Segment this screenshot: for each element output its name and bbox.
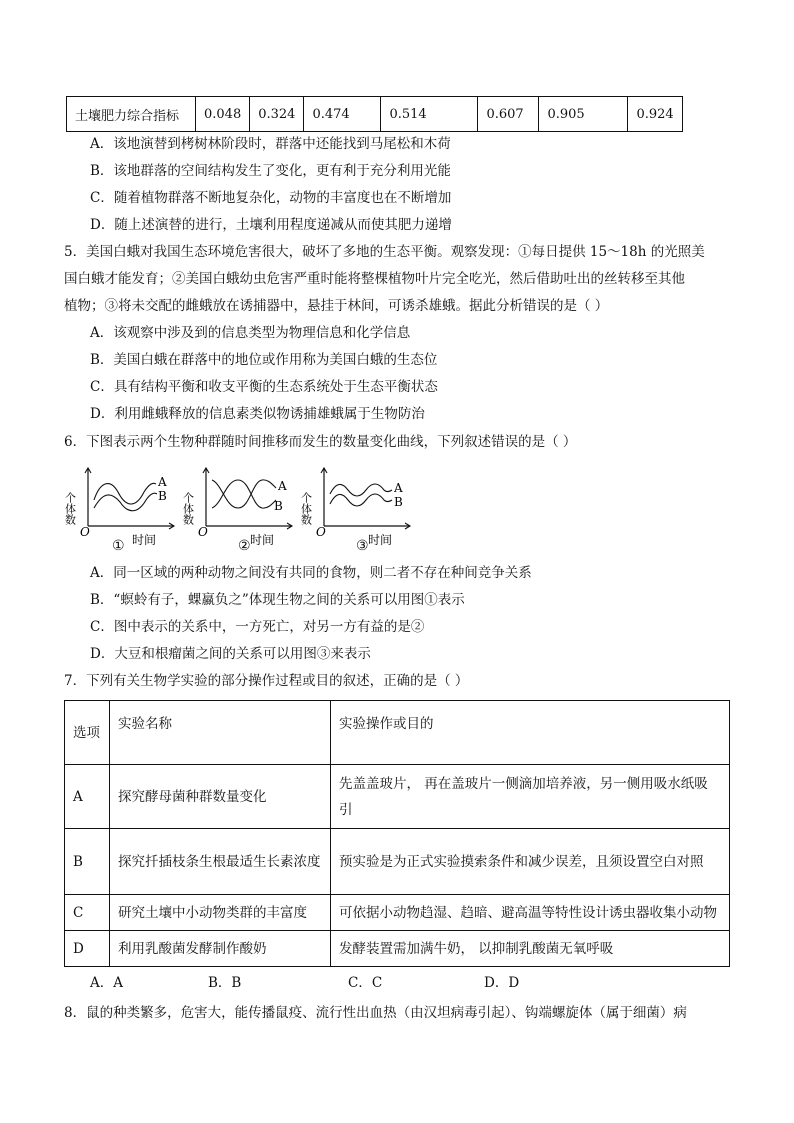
q7-choice-a: A．A — [90, 975, 123, 991]
table-cell: 0.474 — [304, 97, 381, 132]
figure-caption-3: ③ — [356, 538, 369, 554]
table-cell: 0.514 — [381, 97, 478, 132]
row-operation: 可依据小动物趋湿、趋暗、避高温等特性设计诱虫器收集小动物 — [331, 895, 730, 931]
figure-caption-2: ② — [238, 538, 251, 554]
graph-1 — [63, 464, 180, 558]
table-cell: 0.607 — [478, 97, 539, 132]
header-option: 选项 — [65, 701, 110, 765]
series-b-label: B — [274, 499, 283, 513]
origin-label: O — [198, 525, 208, 539]
table-cell: 0.905 — [539, 97, 628, 132]
x-axis-label: 时间 — [250, 533, 275, 547]
series-a-label: A — [278, 479, 287, 493]
y-axis-label: 个体数 — [299, 492, 313, 525]
q7-choice-c: C．C — [348, 975, 383, 991]
q4-option-c: C．随着植物群落不断地复杂化，动物的丰富度也在不断增加 — [90, 190, 452, 206]
q7-choice-b: B．B — [208, 975, 242, 991]
series-a-label: A — [158, 475, 167, 489]
y-axis-label: 个体数 — [63, 492, 77, 525]
q6-option-a: A．同一区域的两种动物之间没有共同的食物，则二者不存在种间竞争关系 — [90, 565, 532, 581]
table-cell: 0.324 — [250, 97, 304, 132]
row-option: B — [65, 829, 110, 895]
row-name: 探究酵母菌种群数量变化 — [110, 765, 331, 829]
x-axis-label: 时间 — [132, 533, 157, 547]
q4-option-a: A．该地演替到栲树林阶段时，群落中还能找到马尾松和木荷 — [90, 136, 451, 152]
y-axis-label: 个体数 — [181, 492, 195, 525]
soil-fertility-table — [66, 96, 683, 132]
row-operation: 发酵装置需加满牛奶， 以抑制乳酸菌无氧呼吸 — [331, 931, 730, 967]
q8-stem: 8．鼠的种类繁多，危害大，能传播鼠疫、流行性出血热（由汉坦病毒引起）、钩端螺旋体（属于细菌）病 — [64, 1005, 687, 1021]
series-b-label: B — [394, 495, 403, 509]
row-option: A — [65, 765, 110, 829]
table-header-row — [65, 701, 730, 765]
q6-option-b: B．“螟蛉有子，蜾蠃负之”体现生物之间的关系可以用图①表示 — [90, 592, 465, 608]
q5-stem-line-2: 国白蛾才能发育；②美国白蛾幼虫危害严重时能将整棵植物叶片完全吃光，然后借助吐出的丝转移至其他 — [64, 271, 685, 287]
q5-option-a: A．该观察中涉及到的信息类型为物理信息和化学信息 — [90, 325, 411, 341]
x-axis-label: 时间 — [368, 533, 393, 547]
series-b-label: B — [158, 489, 167, 503]
row-option: C — [65, 895, 110, 931]
row-operation: 预实验是为正式实验摸索条件和减少误差，且须设置空白对照 — [331, 829, 730, 895]
row-label: 土壤肥力综合指标 — [67, 97, 196, 132]
origin-label: O — [316, 525, 326, 539]
q7-choice-d: D．D — [484, 975, 520, 991]
row-name: 利用乳酸菌发酵制作酸奶 — [110, 931, 331, 967]
header-operation: 实验操作或目的 — [331, 701, 730, 765]
table-row — [65, 829, 730, 895]
row-name: 探究扦插枝条生根最适生长素浓度 — [110, 829, 331, 895]
row-name: 研究土壤中小动物类群的丰富度 — [110, 895, 331, 931]
q4-option-b: B．该地群落的空间结构发生了变化，更有利于充分利用光能 — [90, 163, 451, 179]
series-a-label: A — [394, 481, 403, 495]
q6-stem: 6．下图表示两个生物种群随时间推移而发生的数量变化曲线，下列叙述错误的是（ ） — [64, 434, 577, 450]
header-name: 实验名称 — [110, 701, 331, 765]
experiment-table — [64, 700, 730, 967]
table-row — [65, 765, 730, 829]
q5-option-d: D．利用雌蛾释放的信息素类似物诱捕雄蛾属于生物防治 — [90, 406, 425, 422]
figure-caption-1: ① — [112, 538, 125, 554]
row-option: D — [65, 931, 110, 967]
table-cell: 0.924 — [628, 97, 682, 132]
table-cell: 0.048 — [196, 97, 250, 132]
q5-option-b: B．美国白蛾在群落中的地位或作用称为美国白蛾的生态位 — [90, 352, 438, 368]
table-row — [65, 895, 730, 931]
origin-label: O — [80, 525, 90, 539]
q5-stem-line-1: 5．美国白蛾对我国生态环境危害很大，破坏了多地的生态平衡。观察发现：①每日提供 15～18h 的光照美 — [64, 244, 705, 260]
q6-option-c: C．图中表示的关系中，一方死亡，对另一方有益的是② — [90, 619, 425, 635]
q4-option-d: D．随上述演替的进行，土壤利用程度递减从而使其肥力递增 — [90, 217, 452, 233]
row-operation: 先盖盖玻片， 再在盖玻片一侧滴加培养液，另一侧用吸水纸吸引 — [331, 765, 730, 829]
q5-stem-line-3: 植物；③将未交配的雌蛾放在诱捕器中，悬挂于林间，可诱杀雄蛾。据此分析错误的是（ ） — [64, 298, 609, 314]
q5-option-c: C．具有结构平衡和收支平衡的生态系统处于生态平衡状态 — [90, 379, 438, 395]
table-row — [65, 931, 730, 967]
q6-option-d: D．大豆和根瘤菌之间的关系可以用图③来表示 — [90, 646, 371, 662]
q7-stem: 7．下列有关生物学实验的部分操作过程或目的叙述，正确的是（ ） — [64, 673, 469, 689]
table-row — [67, 97, 683, 132]
